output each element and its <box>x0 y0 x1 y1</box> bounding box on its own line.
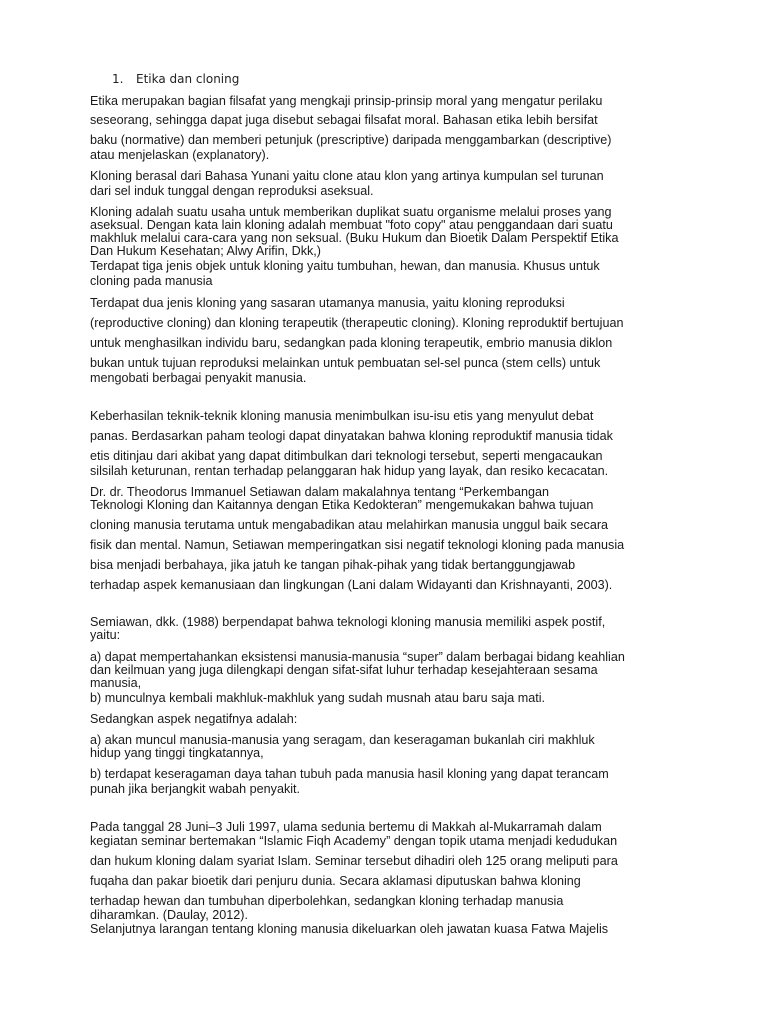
text-line: Selanjutnya larangan tentang kloning manusia dikeluarkan oleh jawatan kuasa Fatwa Majelis <box>90 922 609 936</box>
text-line: terhadap aspek kemanusiaan dan lingkungan (Lani dalam Widayanti dan Krishnayanti, 2003). <box>90 578 613 592</box>
text-line: silsilah keturunan, rentan terhadap pelanggaran hak hidup yang layak, dan resiko kecacatan. <box>90 464 609 478</box>
text-line: Pada tanggal 28 Juni–3 Juli 1997, ulama sedunia bertemu di Makkah al-Mukarramah dalam <box>90 820 602 834</box>
text-line: Kloning adalah suatu usaha untuk memberikan duplikat suatu organisme melalui proses yang <box>90 205 612 219</box>
text-line: bukan untuk tujuan reproduksi melainkan untuk pembuatan sel-sel punca (stem cells) untuk <box>90 356 601 370</box>
text-line: cloning manusia terutama untuk mengabadikan atau melahirkan manusia unggul baik secara <box>90 518 609 532</box>
text-line: yaitu: <box>90 628 121 642</box>
text-line: mengobati berbagai penyakit manusia. <box>90 371 307 385</box>
text-line: cloning pada manusia <box>90 274 213 288</box>
text-line: b) terdapat keseragaman daya tahan tubuh pada manusia hasil kloning yang dapat terancam <box>90 767 609 781</box>
text-line: hidup yang tinggi tingkatannya, <box>90 746 264 760</box>
section-heading <box>112 72 239 86</box>
text-line: dan hukum kloning dalam syariat Islam. Seminar tersebut dihadiri oleh 125 orang meliputi para <box>90 854 618 868</box>
text-line: seseorang, sehingga dapat juga disebut sebagai filsafat moral. Bahasan etika lebih bersifat <box>90 113 598 127</box>
text-line: kegiatan seminar bertemakan “Islamic Fiqh Academy” dengan topik utama menjadi kedudukan <box>90 834 618 848</box>
heading-title: Etika dan cloning <box>136 72 240 86</box>
document-body <box>90 94 690 937</box>
text-line: Teknologi Kloning dan Kaitannya dengan Etika Kedokteran” mengemukakan bahwa tujuan <box>90 498 594 512</box>
text-line: a) dapat mempertahankan eksistensi manusia-manusia “super” dalam berbagai bidang keahlian <box>90 650 625 664</box>
text-line: (reproductive cloning) dan kloning terapeutik (therapeutic cloning). Kloning reproduktif bertujuan <box>90 316 624 330</box>
text-line: b) munculnya kembali makhluk-makhluk yang sudah musnah atau baru saja mati. <box>90 691 546 705</box>
text-line: untuk menghasilkan individu baru, sedangkan pada kloning terapeutik, embrio manusia diklon <box>90 336 613 350</box>
text-line: fuqaha dan pakar bioetik dari penjuru dunia. Secara aklamasi diputuskan bahwa kloning <box>90 874 581 888</box>
text-line: Terdapat tiga jenis objek untuk kloning yaitu tumbuhan, hewan, dan manusia. Khusus untuk <box>90 259 600 273</box>
text-line: panas. Berdasarkan paham teologi dapat dinyatakan bahwa kloning reproduktif manusia tidak <box>90 429 613 443</box>
text-line: Semiawan, dkk. (1988) berpendapat bahwa teknologi kloning manusia memiliki aspek postif, <box>90 615 606 629</box>
text-line: diharamkan. (Daulay, 2012). <box>90 908 248 922</box>
text-line: baku (normative) dan memberi petunjuk (prescriptive) daripada menggambarkan (descriptive) <box>90 133 612 147</box>
text-line: atau menjelaskan (explanatory). <box>90 148 270 162</box>
text-line: bisa menjadi berbahaya, jika jatuh ke tangan pihak-pihak yang tidak bertanggungjawab <box>90 558 576 572</box>
text-line: punah jika berjangkit wabah penyakit. <box>90 782 301 796</box>
heading-number: 1. <box>112 72 124 86</box>
text-line: Keberhasilan teknik-teknik kloning manusia menimbulkan isu-isu etis yang menyulut debat <box>90 409 594 423</box>
text-line: fisik dan mental. Namun, Setiawan memperingatkan sisi negatif teknologi kloning pada manusia <box>90 538 625 552</box>
text-line: Kloning berasal dari Bahasa Yunani yaitu clone atau klon yang artinya kumpulan sel turunan <box>90 169 604 183</box>
text-line: Dan Hukum Kesehatan; Alwy Arifin, Dkk,) <box>90 244 321 258</box>
text-line: Dr. dr. Theodorus Immanuel Setiawan dalam makalahnya tentang “Perkembangan <box>90 485 550 499</box>
text-line: aseksual. Dengan kata lain kloning adalah membuat "foto copy" atau penggandaan dari suatu <box>90 218 613 232</box>
text-line: Terdapat dua jenis kloning yang sasaran utamanya manusia, yaitu kloning reproduksi <box>90 296 565 310</box>
text-line: dan keilmuan yang juga dilengkapi dengan sifat-sifat luhur terhadap kesejahteraan sesama <box>90 663 598 677</box>
text-line: etis ditinjau dari akibat yang dapat ditimbulkan dari teknologi tersebut, seperti mengacaukan <box>90 449 603 463</box>
text-line: Etika merupakan bagian filsafat yang mengkaji prinsip-prinsip moral yang mengatur perilaku <box>90 94 603 108</box>
text-line: Sedangkan aspek negatifnya adalah: <box>90 712 298 726</box>
text-line: manusia, <box>90 676 142 690</box>
text-line: dari sel induk tunggal dengan reproduksi aseksual. <box>90 184 374 198</box>
text-line: makhluk melalui cara-cara yang non seksual. (Buku Hukum dan Bioetik Dalam Perspektif Etika <box>90 231 619 245</box>
text-line: a) akan muncul manusia-manusia yang seragam, dan keseragaman bukanlah ciri makhluk <box>90 733 595 747</box>
text-line: terhadap hewan dan tumbuhan diperbolehkan, sedangkan kloning terhadap manusia <box>90 894 564 908</box>
